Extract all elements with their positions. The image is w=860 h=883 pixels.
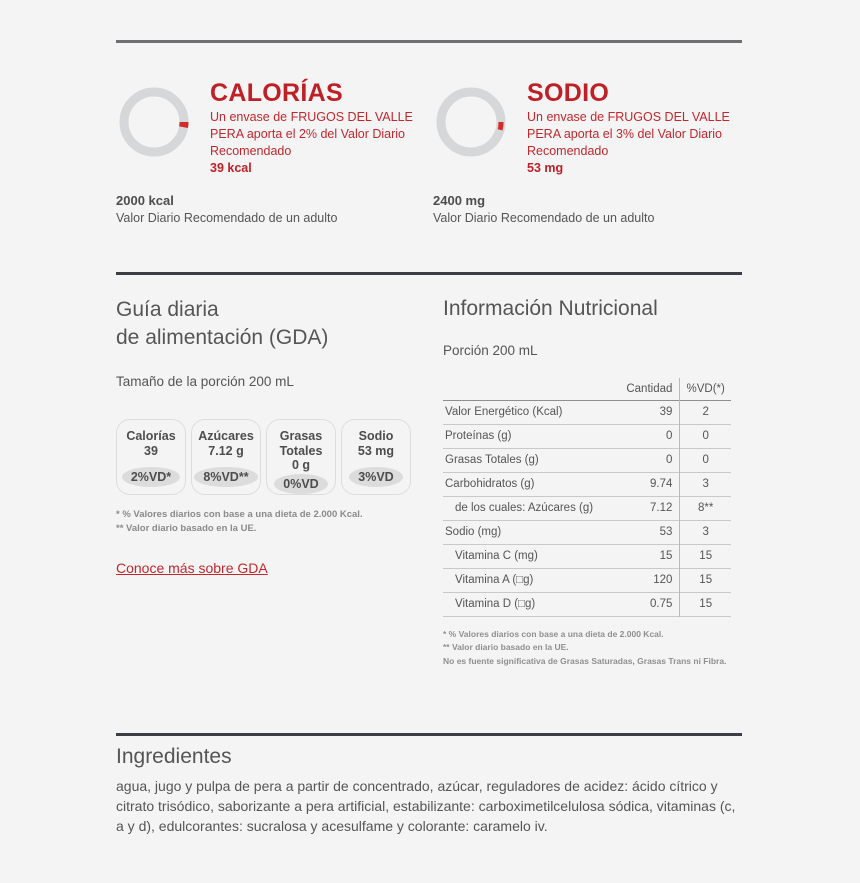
row-quantity: 39 (605, 401, 680, 425)
gda-section (116, 296, 426, 578)
highlight-description: Un envase de FRUGOS DEL VALLE PERA aporta el 3% del Valor Diario Recomendado (527, 110, 730, 158)
badge-value: 39 (144, 443, 158, 458)
gda-portion: Tamaño de la porción 200 mL (116, 373, 294, 389)
badge-value: 53 mg (357, 443, 395, 458)
row-daily-value: 2 (702, 406, 709, 419)
row-nutrient-name: Proteínas (g) (445, 430, 512, 443)
gda-footnotes (116, 508, 426, 537)
row-nutrient-name: Sodio (mg) (445, 526, 502, 539)
daily-value-label: Valor Diario Recomendado de un adulto (433, 210, 655, 225)
highlight-sodio (433, 78, 750, 225)
ingredients-body: agua, jugo y pulpa de pera a partir de concentrado, azúcar, reguladores de acidez: ácido cítrico y citrato trisódico, saborizante a pera artificial, estabilizante: carboximetilcelulosa sódica, vitaminas (c, a y d), edulcorantes: sucralosa y acesulfame y colorante: caramelo iv. (116, 778, 736, 834)
row-quantity: 7.12 (605, 497, 680, 521)
daily-value-label: Valor Diario Recomendado de un adulto (116, 210, 338, 225)
gda-footnote-2: ** Valor diario basado en la UE. (116, 523, 257, 535)
nutrition-section (443, 296, 733, 668)
gda-title-line1: Guía diaria (116, 298, 219, 321)
highlight-title: SODIO (527, 79, 610, 107)
badge-name: Sodio (358, 428, 394, 443)
table-row (443, 425, 731, 449)
ingredients-title: Ingredientes (116, 745, 232, 768)
badge-percent-pill: 0%VD (274, 474, 327, 494)
gda-badges (116, 419, 426, 495)
nutrition-table (443, 378, 731, 617)
badge-percent-pill: 3%VD (349, 467, 402, 487)
divider-middle (116, 272, 742, 275)
row-nutrient-name: de los cuales: Azúcares (g) (455, 502, 594, 515)
row-quantity: 0 (605, 425, 680, 449)
row-daily-value: 0 (702, 454, 709, 467)
gda-title (116, 296, 426, 352)
header-vd: %VD(*) (686, 383, 725, 396)
gda-badge-azucares (191, 419, 261, 495)
daily-value-amount: 2000 kcal (116, 192, 174, 208)
table-header-row (443, 378, 731, 401)
divider-bottom (116, 733, 742, 736)
table-row (443, 569, 731, 593)
row-quantity: 0 (605, 449, 680, 473)
ingredients-section (116, 745, 741, 837)
nutrition-table-body (443, 401, 731, 617)
row-daily-value: 3 (702, 526, 709, 539)
calorias-donut-icon (116, 84, 192, 160)
highlight-amount: 53 mg (527, 161, 564, 176)
row-quantity: 0.75 (605, 593, 680, 617)
row-daily-value: 15 (699, 598, 713, 611)
nutrition-footnote-2: ** Valor diario basado en la UE. (443, 642, 569, 653)
table-row (443, 497, 731, 521)
highlight-calorias (116, 78, 433, 225)
gda-badge-sodio (341, 419, 411, 495)
badge-name: Azúcares (198, 428, 254, 443)
highlight-header (116, 78, 433, 177)
gda-badge-grasas-totales (266, 419, 336, 495)
table-row (443, 473, 731, 497)
highlight-description: Un envase de FRUGOS DEL VALLE PERA aporta el 2% del Valor Diario Recomendado (210, 110, 413, 158)
row-quantity: 120 (605, 569, 680, 593)
highlight-footer (433, 193, 750, 225)
nutrition-footnote-1: * % Valores diarios con base a una dieta de 2.000 Kcal. (443, 629, 664, 640)
header-name (443, 378, 605, 401)
highlight-text (527, 78, 750, 177)
row-nutrient-name: Grasas Totales (g) (445, 454, 539, 467)
row-daily-value: 15 (699, 574, 713, 587)
highlight-text (210, 78, 433, 177)
row-nutrient-name: Carbohidratos (g) (445, 478, 535, 491)
badge-name: Grasas (279, 428, 323, 443)
badge-name-line2: Totales (279, 443, 323, 458)
gda-footnote-1: * % Valores diarios con base a una dieta de 2.000 Kcal. (116, 508, 363, 520)
table-row (443, 521, 731, 545)
row-quantity: 15 (605, 545, 680, 569)
nutrition-footnotes (443, 628, 733, 668)
nutrition-table-head (443, 378, 731, 401)
daily-value-amount: 2400 mg (433, 192, 486, 208)
nutrition-footnote-3: No es fuente significativa de Grasas Saturadas, Grasas Trans ni Fibra. (443, 655, 727, 666)
nutrition-portion: Porción 200 mL (443, 343, 538, 359)
row-daily-value: 8** (698, 502, 714, 515)
gda-badge-calorias (116, 419, 186, 495)
header-quantity: Cantidad (605, 378, 680, 401)
highlight-amount: 39 kcal (210, 161, 252, 176)
table-row (443, 593, 731, 617)
sodio-donut-icon (433, 84, 509, 160)
row-nutrient-name: Vitamina D (□g) (455, 598, 536, 611)
row-nutrient-name: Valor Energético (Kcal) (445, 406, 563, 419)
divider-top (116, 40, 742, 43)
row-quantity: 9.74 (605, 473, 680, 497)
badge-percent-pill: 8%VD** (194, 467, 257, 487)
row-nutrient-name: Vitamina A (□g) (455, 574, 534, 587)
badge-percent-pill: 2%VD* (122, 467, 180, 487)
highlight-title: CALORÍAS (210, 79, 343, 107)
highlight-header (433, 78, 750, 177)
badge-value: 7.12 g (208, 443, 244, 458)
highlight-footer (116, 193, 433, 225)
row-nutrient-name: Vitamina C (mg) (455, 550, 538, 563)
row-daily-value: 15 (699, 550, 713, 563)
row-daily-value: 0 (702, 430, 709, 443)
badge-value: 0 g (291, 458, 311, 473)
gda-title-line2: de alimentación (GDA) (116, 325, 329, 349)
table-row (443, 545, 731, 569)
table-row (443, 401, 731, 425)
table-row (443, 449, 731, 473)
badge-name: Calorías (126, 428, 176, 443)
gda-more-link[interactable]: Conoce más sobre GDA (116, 560, 268, 577)
highlights-row (116, 78, 776, 225)
row-quantity: 53 (605, 521, 680, 545)
row-daily-value: 3 (702, 478, 709, 491)
nutrition-title: Información Nutricional (443, 297, 658, 320)
